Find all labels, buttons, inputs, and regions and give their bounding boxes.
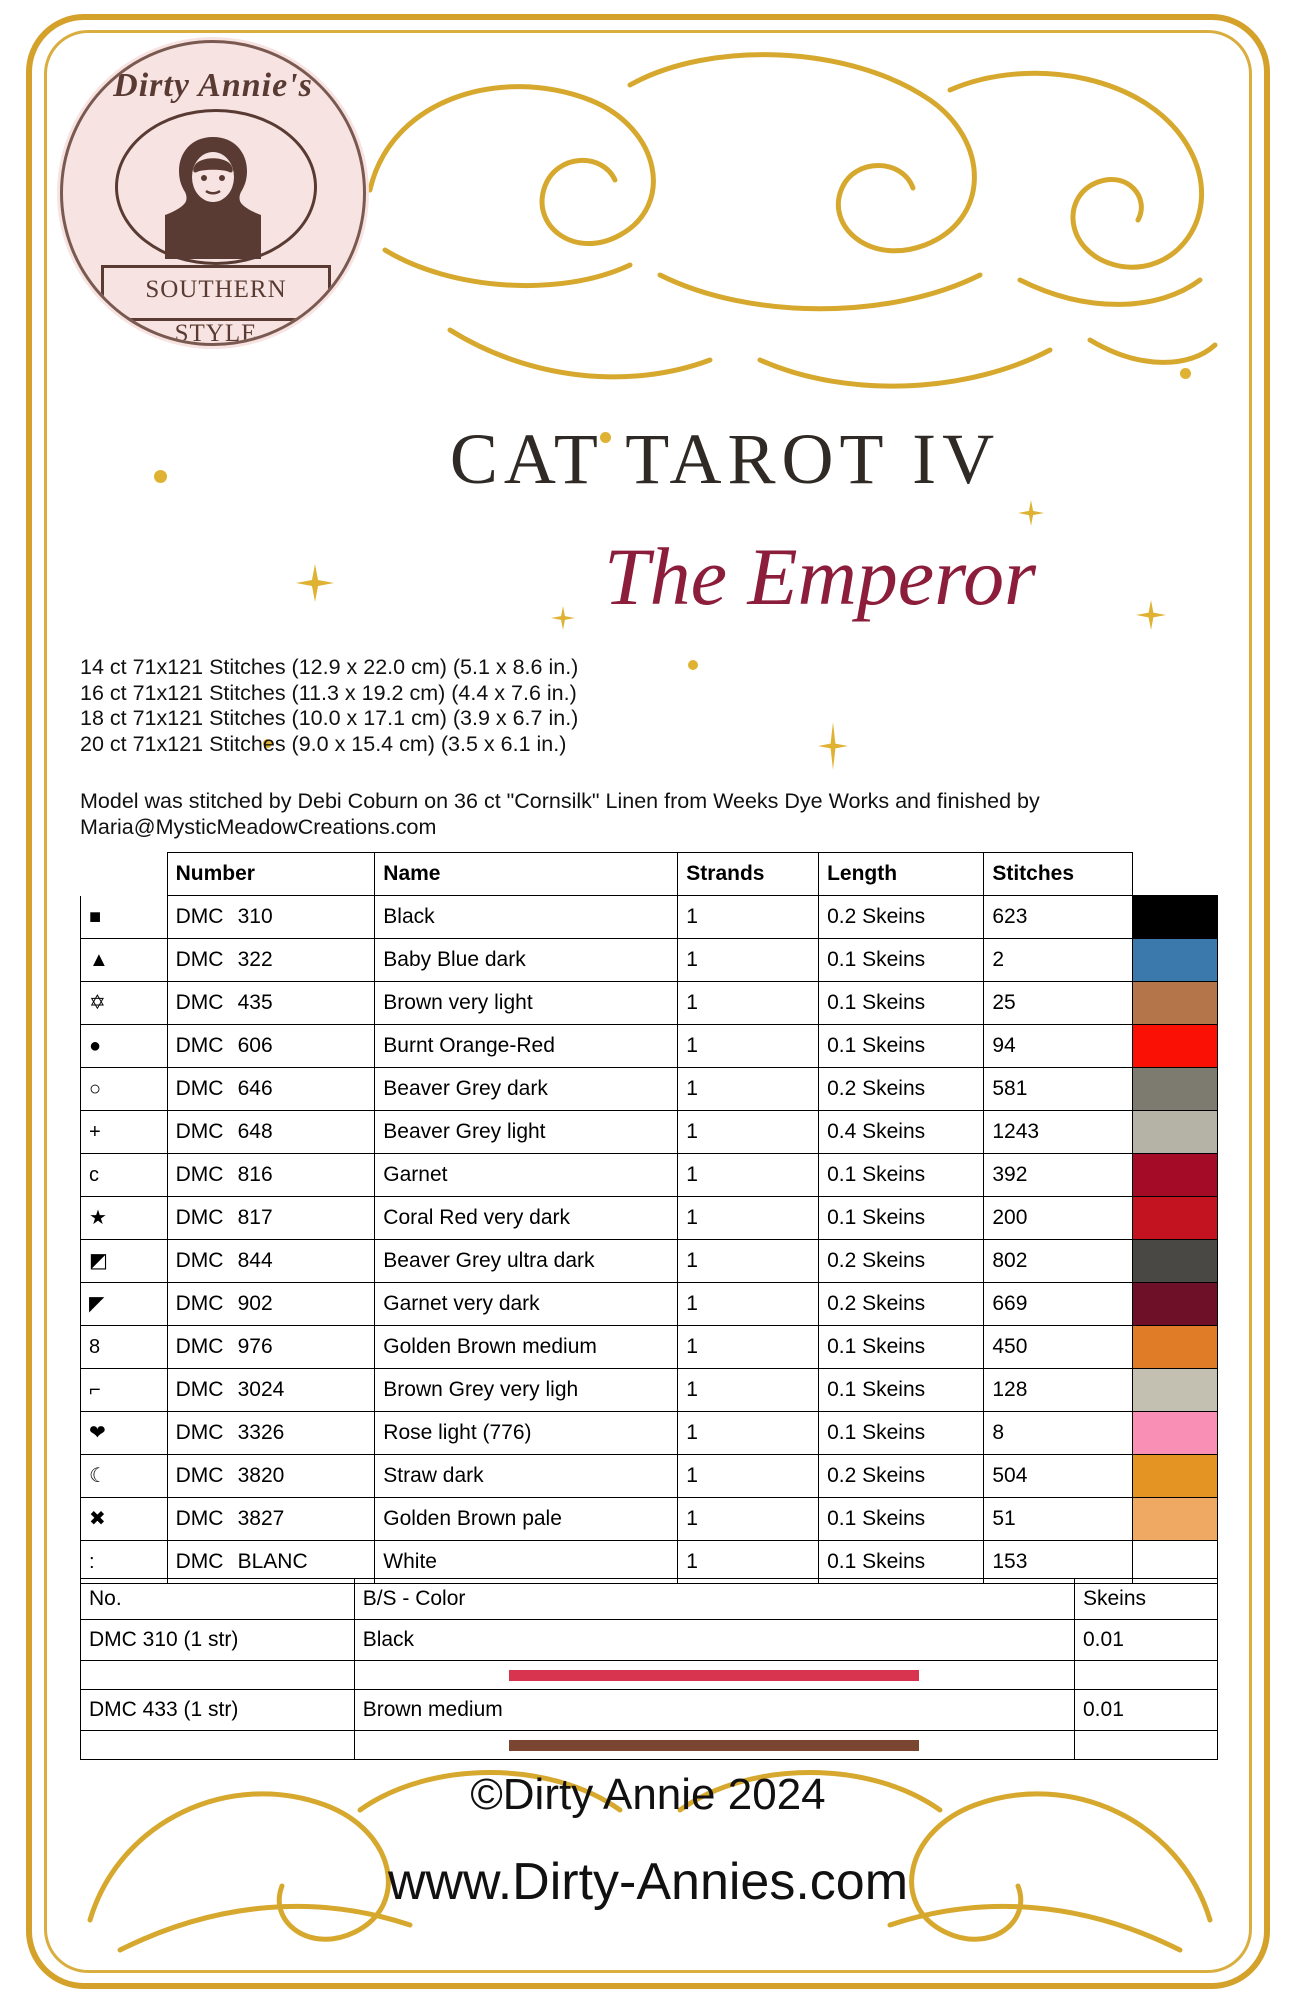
floss-strands: 1	[678, 1111, 819, 1154]
floss-name: Garnet very dark	[375, 1283, 678, 1326]
floss-stitches: 392	[984, 1154, 1133, 1197]
color-swatch	[1133, 1025, 1217, 1067]
table-row	[81, 1498, 1218, 1541]
floss-name: Brown very light	[375, 982, 678, 1025]
floss-number: 606	[237, 1034, 273, 1057]
table-row	[81, 1661, 1218, 1690]
table-row	[81, 1240, 1218, 1283]
floss-stitches: 450	[984, 1326, 1133, 1369]
floss-name: Straw dark	[375, 1455, 678, 1498]
table-row	[81, 1369, 1218, 1412]
floss-brand: DMC	[175, 1163, 224, 1186]
floss-stitches: 581	[984, 1068, 1133, 1111]
floss-name: Golden Brown medium	[375, 1326, 678, 1369]
stitch-symbol: c	[89, 1164, 99, 1186]
fabric-count-list	[80, 655, 578, 757]
floss-strands: 1	[678, 1068, 819, 1111]
brand-logo	[60, 40, 366, 346]
color-swatch	[1133, 982, 1217, 1024]
stitch-symbol: ✡	[89, 992, 106, 1014]
floss-number: 817	[237, 1206, 273, 1229]
floss-stitches: 94	[984, 1025, 1133, 1068]
logo-bottom-plate	[101, 265, 331, 346]
floss-brand: DMC	[175, 1249, 224, 1272]
fabric-count-line: 20 ct 71x121 Stitches (9.0 x 15.4 cm) (3.5 x 6.1 in.)	[80, 731, 567, 756]
backstitch-line-sample	[509, 1670, 919, 1681]
table-row	[81, 1326, 1218, 1369]
color-swatch	[1133, 1154, 1217, 1196]
floss-length: 0.1 Skeins	[819, 1025, 984, 1068]
floss-length: 0.1 Skeins	[819, 939, 984, 982]
floss-strands: 1	[678, 1197, 819, 1240]
floss-stitches: 8	[984, 1412, 1133, 1455]
floss-number: BLANC	[237, 1550, 308, 1573]
floss-brand: DMC	[175, 1335, 224, 1358]
floss-stitches: 623	[984, 896, 1133, 939]
floss-brand: DMC	[175, 1120, 224, 1143]
floss-strands: 1	[678, 1283, 819, 1326]
floss-name: Brown Grey very ligh	[375, 1369, 678, 1412]
stitch-symbol: ◩	[89, 1250, 108, 1272]
fabric-count-line: 18 ct 71x121 Stitches (10.0 x 17.1 cm) (3.9 x 6.7 in.)	[80, 706, 579, 730]
floss-length: 0.2 Skeins	[819, 1283, 984, 1326]
floss-stitches: 200	[984, 1197, 1133, 1240]
website-text[interactable]: www.Dirty-Annies.com	[387, 1853, 909, 1911]
backstitch-no: DMC 310 (1 str)	[81, 1620, 355, 1661]
floss-brand: DMC	[175, 1378, 224, 1401]
table-row	[81, 1455, 1218, 1498]
color-swatch	[1133, 939, 1217, 981]
fabric-count-line: 14 ct 71x121 Stitches (12.9 x 22.0 cm) (5.1 x 8.6 in.)	[80, 655, 579, 679]
floss-stitches: 51	[984, 1498, 1133, 1541]
floss-name: Black	[375, 896, 678, 939]
floss-name: Beaver Grey dark	[375, 1068, 678, 1111]
floss-length: 0.2 Skeins	[819, 1068, 984, 1111]
floss-brand: DMC	[175, 991, 224, 1014]
table-row	[81, 896, 1218, 939]
stitch-symbol: :	[89, 1551, 95, 1573]
floss-stitches: 25	[984, 982, 1133, 1025]
floss-strands: 1	[678, 1455, 819, 1498]
logo-portrait-icon	[153, 129, 273, 259]
color-swatch	[1133, 1111, 1217, 1153]
color-swatch	[1133, 1541, 1217, 1583]
table-row	[81, 982, 1218, 1025]
color-swatch	[1133, 1068, 1217, 1110]
floss-number: 3820	[237, 1464, 285, 1487]
floss-stitches: 2	[984, 939, 1133, 982]
dot-decoration	[1180, 368, 1191, 379]
floss-stitches: 504	[984, 1455, 1133, 1498]
floss-strands: 1	[678, 1412, 819, 1455]
column-header-swatch	[1132, 853, 1217, 896]
table-row	[81, 939, 1218, 982]
backstitch-line-sample	[509, 1740, 919, 1751]
backstitch-spacer	[1075, 1661, 1218, 1690]
floss-brand: DMC	[175, 1077, 224, 1100]
backstitch-skeins: 0.01	[1075, 1620, 1218, 1661]
table-row	[81, 1197, 1218, 1240]
stitch-symbol: ✖	[89, 1508, 106, 1530]
table-row	[81, 1412, 1218, 1455]
page-subtitle: The Emperor	[604, 531, 1036, 622]
floss-brand: DMC	[175, 1421, 224, 1444]
floss-number: 646	[237, 1077, 273, 1100]
floss-name: Beaver Grey ultra dark	[375, 1240, 678, 1283]
table-row	[81, 1068, 1218, 1111]
page-title: CAT TAROT IV	[449, 419, 1001, 499]
color-swatch	[1133, 1326, 1217, 1368]
floss-brand: DMC	[175, 1464, 224, 1487]
table-row	[81, 1025, 1218, 1068]
stitch-symbol: ▲	[89, 949, 109, 971]
logo-top-text: Dirty Annie's	[113, 67, 313, 104]
floss-number: 3827	[237, 1507, 285, 1530]
floss-brand: DMC	[175, 1206, 224, 1229]
stitch-symbol: ●	[89, 1035, 102, 1057]
model-credit-text: Model was stitched by Debi Coburn on 36 ct "Cornsilk" Linen from Weeks Dye Works and finished by Maria@MysticMeadowCreations.com	[80, 789, 1040, 839]
backstitch-color-name: Brown medium	[354, 1690, 1074, 1731]
color-swatch	[1133, 1498, 1217, 1540]
floss-stitches: 669	[984, 1283, 1133, 1326]
floss-length: 0.1 Skeins	[819, 1541, 984, 1584]
color-swatch	[1133, 896, 1217, 938]
floss-number: 648	[237, 1120, 273, 1143]
backstitch-spacer	[81, 1661, 355, 1690]
stitch-symbol: ❤	[89, 1422, 106, 1444]
floss-number: 816	[237, 1163, 273, 1186]
backstitch-color-name: Black	[354, 1620, 1074, 1661]
floss-number: 3024	[237, 1378, 285, 1401]
floss-strands: 1	[678, 1369, 819, 1412]
floss-number: 976	[237, 1335, 273, 1358]
floss-brand: DMC	[175, 1550, 224, 1573]
color-swatch	[1133, 1240, 1217, 1282]
color-swatch	[1133, 1283, 1217, 1325]
floss-name: Coral Red very dark	[375, 1197, 678, 1240]
stitch-symbol: 8	[89, 1336, 101, 1358]
table-row	[81, 1154, 1218, 1197]
floss-stitches: 1243	[984, 1111, 1133, 1154]
logo-bottom-text: SOUTHERN STYLE	[145, 276, 287, 346]
floss-brand: DMC	[175, 1507, 224, 1530]
floss-length: 0.2 Skeins	[819, 896, 984, 939]
floss-strands: 1	[678, 1541, 819, 1584]
stitch-symbol: ■	[89, 905, 102, 928]
floss-name: Burnt Orange-Red	[375, 1025, 678, 1068]
copyright-text: ©Dirty Annie 2024	[470, 1770, 826, 1819]
floss-number: 902	[237, 1292, 273, 1315]
floss-strands: 1	[678, 982, 819, 1025]
floss-length: 0.1 Skeins	[819, 982, 984, 1025]
column-header-stitches: Stitches	[984, 853, 1133, 896]
floss-name: White	[375, 1541, 678, 1584]
backstitch-spacer	[1075, 1731, 1218, 1760]
backstitch-table	[80, 1578, 1218, 1760]
table-row	[81, 1690, 1218, 1731]
table-row	[81, 1731, 1218, 1760]
floss-length: 0.1 Skeins	[819, 1412, 984, 1455]
stitch-symbol: ◤	[89, 1293, 105, 1315]
color-swatch	[1133, 1369, 1217, 1411]
floss-strands: 1	[678, 1240, 819, 1283]
backstitch-spacer	[81, 1731, 355, 1760]
floss-stitches: 153	[984, 1541, 1133, 1584]
column-header-no: No.	[81, 1579, 355, 1620]
column-header-skeins: Skeins	[1075, 1579, 1218, 1620]
dot-decoration	[688, 660, 698, 670]
floss-length: 0.2 Skeins	[819, 1240, 984, 1283]
floss-length: 0.1 Skeins	[819, 1498, 984, 1541]
backstitch-skeins: 0.01	[1075, 1690, 1218, 1731]
floss-length: 0.1 Skeins	[819, 1197, 984, 1240]
column-header-number: Number	[167, 853, 375, 896]
table-row	[81, 1620, 1218, 1661]
floss-brand: DMC	[175, 948, 224, 971]
column-header-length: Length	[819, 853, 984, 896]
backstitch-header-row	[81, 1579, 1218, 1620]
floss-length: 0.1 Skeins	[819, 1369, 984, 1412]
floss-strands: 1	[678, 939, 819, 982]
stitch-symbol: ★	[89, 1207, 107, 1229]
stitch-symbol: ⌐	[89, 1379, 101, 1401]
color-swatch	[1133, 1197, 1217, 1239]
floss-length: 0.1 Skeins	[819, 1326, 984, 1369]
floss-number: 322	[237, 948, 273, 971]
floss-brand: DMC	[175, 905, 224, 928]
floss-strands: 1	[678, 1025, 819, 1068]
floss-length: 0.4 Skeins	[819, 1111, 984, 1154]
floss-strands: 1	[678, 896, 819, 939]
backstitch-no: DMC 433 (1 str)	[81, 1690, 355, 1731]
color-swatch	[1133, 1412, 1217, 1454]
floss-number: 310	[237, 905, 273, 928]
dot-decoration	[154, 470, 167, 483]
floss-length: 0.1 Skeins	[819, 1154, 984, 1197]
column-header-bs-color: B/S - Color	[354, 1579, 1074, 1620]
floss-name: Baby Blue dark	[375, 939, 678, 982]
table-row	[81, 1283, 1218, 1326]
floss-length: 0.2 Skeins	[819, 1455, 984, 1498]
floss-number: 844	[237, 1249, 273, 1272]
color-swatch	[1133, 1455, 1217, 1497]
floss-list-table	[80, 852, 1218, 1584]
column-header-strands: Strands	[678, 853, 819, 896]
fabric-count-line: 16 ct 71x121 Stitches (11.3 x 19.2 cm) (4.4 x 7.6 in.)	[80, 680, 577, 705]
stitch-symbol: +	[89, 1121, 101, 1143]
floss-number: 435	[237, 991, 273, 1014]
floss-brand: DMC	[175, 1034, 224, 1057]
floss-table-body	[81, 896, 1218, 1584]
floss-number: 3326	[237, 1421, 285, 1444]
floss-name: Golden Brown pale	[375, 1498, 678, 1541]
floss-name: Garnet	[375, 1154, 678, 1197]
floss-strands: 1	[678, 1326, 819, 1369]
column-header-symbol	[81, 853, 168, 896]
stitch-symbol: ○	[89, 1078, 102, 1100]
floss-name: Beaver Grey light	[375, 1111, 678, 1154]
stitch-symbol: ☾	[89, 1465, 107, 1487]
floss-strands: 1	[678, 1154, 819, 1197]
floss-strands: 1	[678, 1498, 819, 1541]
table-header-row	[81, 853, 1218, 896]
column-header-name: Name	[375, 853, 678, 896]
floss-name: Rose light (776)	[375, 1412, 678, 1455]
table-row	[81, 1111, 1218, 1154]
floss-stitches: 802	[984, 1240, 1133, 1283]
floss-brand: DMC	[175, 1292, 224, 1315]
floss-stitches: 128	[984, 1369, 1133, 1412]
